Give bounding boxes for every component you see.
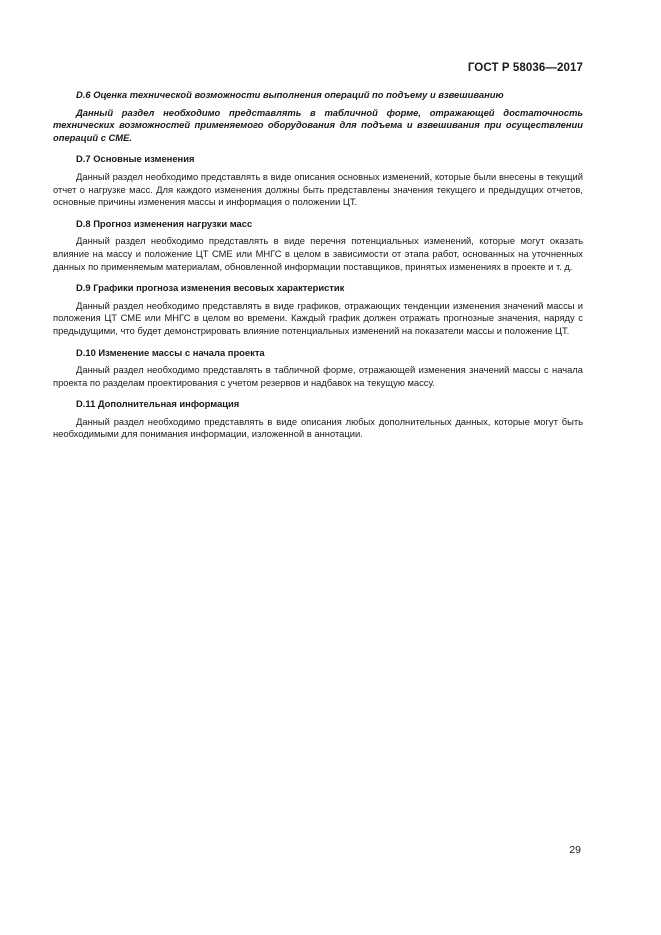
- section-d11: [53, 398, 583, 441]
- section-heading: D.8 Прогноз изменения нагрузки масс: [76, 217, 253, 229]
- document-identifier: ГОСТ Р 58036—2017: [467, 62, 583, 74]
- section-paragraph: Данный раздел необходимо представлять в виде описания основных изменений, которые были внесены в текущий отчет о нагрузке масс. Для каждого изменения должны быть представлены значения текущего и предыдущих отчетов, основные причины изменения массы и информация о положении ЦТ.: [53, 170, 583, 208]
- section-heading: D.6 Оценка технической возможности выполнения операций по подъему и взвешиванию: [76, 89, 504, 100]
- section-d8: [53, 218, 583, 273]
- document-body: [53, 89, 583, 450]
- section-paragraph: Данный раздел необходимо представлять в табличной форме, отражающей изменения значений массы с начала проекта по разделам проектирования с учетом резервов и надбавок на текущую массу.: [53, 364, 583, 388]
- section-paragraph: Данный раздел необходимо представлять в виде графиков, отражающих тенденции изменения значений массы и положения ЦТ СМЕ или МНГС в целом во времени. Каждый график должен отражать прогнозные значения, наряду с предыдущими, что будет демонстрировать влияние потенциальных изменений на показатели массы и положение ЦТ.: [53, 299, 583, 336]
- section-heading: D.11 Дополнительная информация: [76, 398, 240, 410]
- section-heading: D.9 Графики прогноза изменения весовых характеристик: [76, 282, 345, 294]
- section-heading: D.7 Основные изменения: [76, 153, 195, 165]
- section-d6: [53, 89, 583, 144]
- page-number: 29: [569, 844, 581, 856]
- section-d9: [53, 282, 583, 337]
- section-d10: [53, 347, 583, 390]
- section-paragraph: Данный раздел необходимо представлять в виде описания любых дополнительных данных, которые могут быть необходимыми для понимания информации, изложенной в аннотации.: [53, 415, 583, 440]
- section-paragraph: Данный раздел необходимо представлять в виде перечня потенциальных изменений, которые могут оказать влияние на массу и положение ЦТ СМЕ или МНГС в целом в зависимости от этапа работ, основанных на уточненных данных по применяемым материалам, обновленной информации поставщиков, принятых изменениях в проекте и т. д.: [53, 235, 583, 272]
- section-paragraph: Данный раздел необходимо представлять в табличной форме, отражающей достаточность технических возможностей применяемого оборудования для подъема и взвешивания при осуществлении операций с СМЕ.: [53, 106, 583, 143]
- section-heading: D.10 Изменение массы с начала проекта: [76, 346, 265, 358]
- section-d7: [53, 153, 583, 208]
